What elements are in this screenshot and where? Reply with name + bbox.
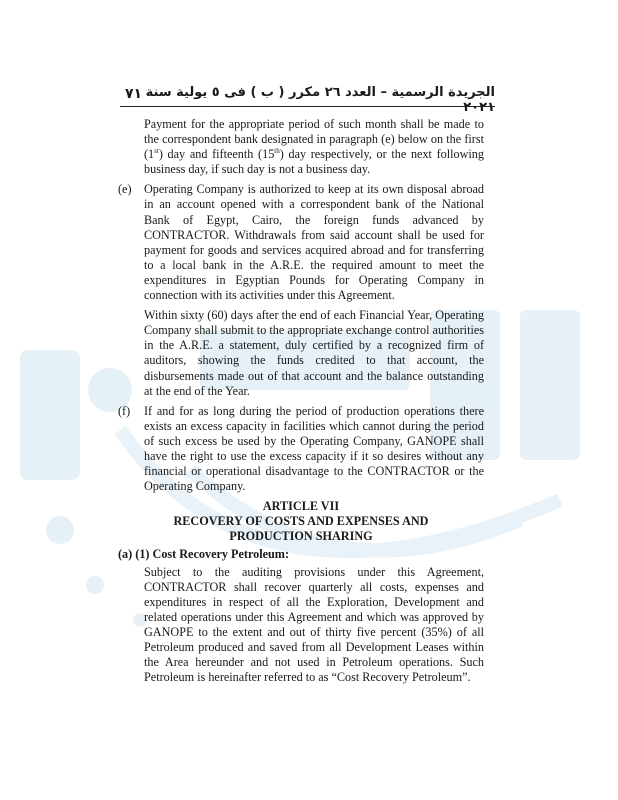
article-subtitle-2: PRODUCTION SHARING [229, 529, 373, 544]
item-e-text: Operating Company is authorized to keep at its own disposal abroad in an account opened with a correspondent bank of the National Bank of Egypt, Cairo, the foreign funds advanced by CONTRACTOR. Withdrawals from said account shall be used for payment for goods and services acquired abroad and for transferring to a local bank in the A.R.E. the required amount to meet the expenditures in Egyptian Pounds for Operating Company in connection with its activities under this Agreement. [144, 182, 484, 303]
article-subtitle-1: RECOVERY OF COSTS AND EXPENSES AND [173, 514, 429, 529]
page-number: ٧١ [125, 86, 143, 102]
item-f-label: (f) [118, 403, 131, 418]
gazette-title: الجريدة الرسمية – العدد ٢٦ مكرر ( ب ) فى ٥ يولية سنة ٢٠٢١ [145, 85, 495, 115]
page-header [120, 84, 495, 115]
article-title: ARTICLE VII [262, 499, 340, 514]
document-body [118, 117, 484, 685]
section-heading: (a) (1) Cost Recovery Petroleum: [118, 546, 290, 561]
section-text: Subject to the auditing provisions under this Agreement, CONTRACTOR shall recover quarterly all costs, expenses and expenditures in respect of all the Exploration, Development and related operations under this Agreement and which was approved by GANOPE to the extent and out of thirty five percent (35%) of all Petroleum produced and saved from all Development Leases within the Area hereunder and not used in Petroleum operations. Such Petroleum is hereinafter referred to as “Cost Recovery Petroleum”. [144, 564, 484, 685]
item-e-para2: Within sixty (60) days after the end of each Financial Year, Operating Company shall submit to the appropriate exchange control authorities in the A.R.E. a statement, duly certified by a recognized firm of auditors, showing the funds credited to that account, the disbursements made out of that account and the balance outstanding at the end of the Year. [144, 308, 484, 398]
item-f [118, 404, 484, 495]
item-f-text: If and for as long during the period of production operations there exists an excess capacity in facilities which cannot during the period of such excess be used by the Operating Company, GANOPE shall have the right to use the excess capacity if it so desires without any financial or operational disadvantage to the CONTRACTOR or the Operating Company. [144, 403, 484, 494]
paragraph-continued: Payment for the appropriate period of such month shall be made to the correspondent bank designated in paragraph (e) below on the first (1st) day and fifteenth (15th) day respectively, or the next following business day, if such day is not a business day. [144, 117, 484, 177]
item-e-label: (e) [118, 182, 132, 197]
item-e [118, 182, 484, 398]
